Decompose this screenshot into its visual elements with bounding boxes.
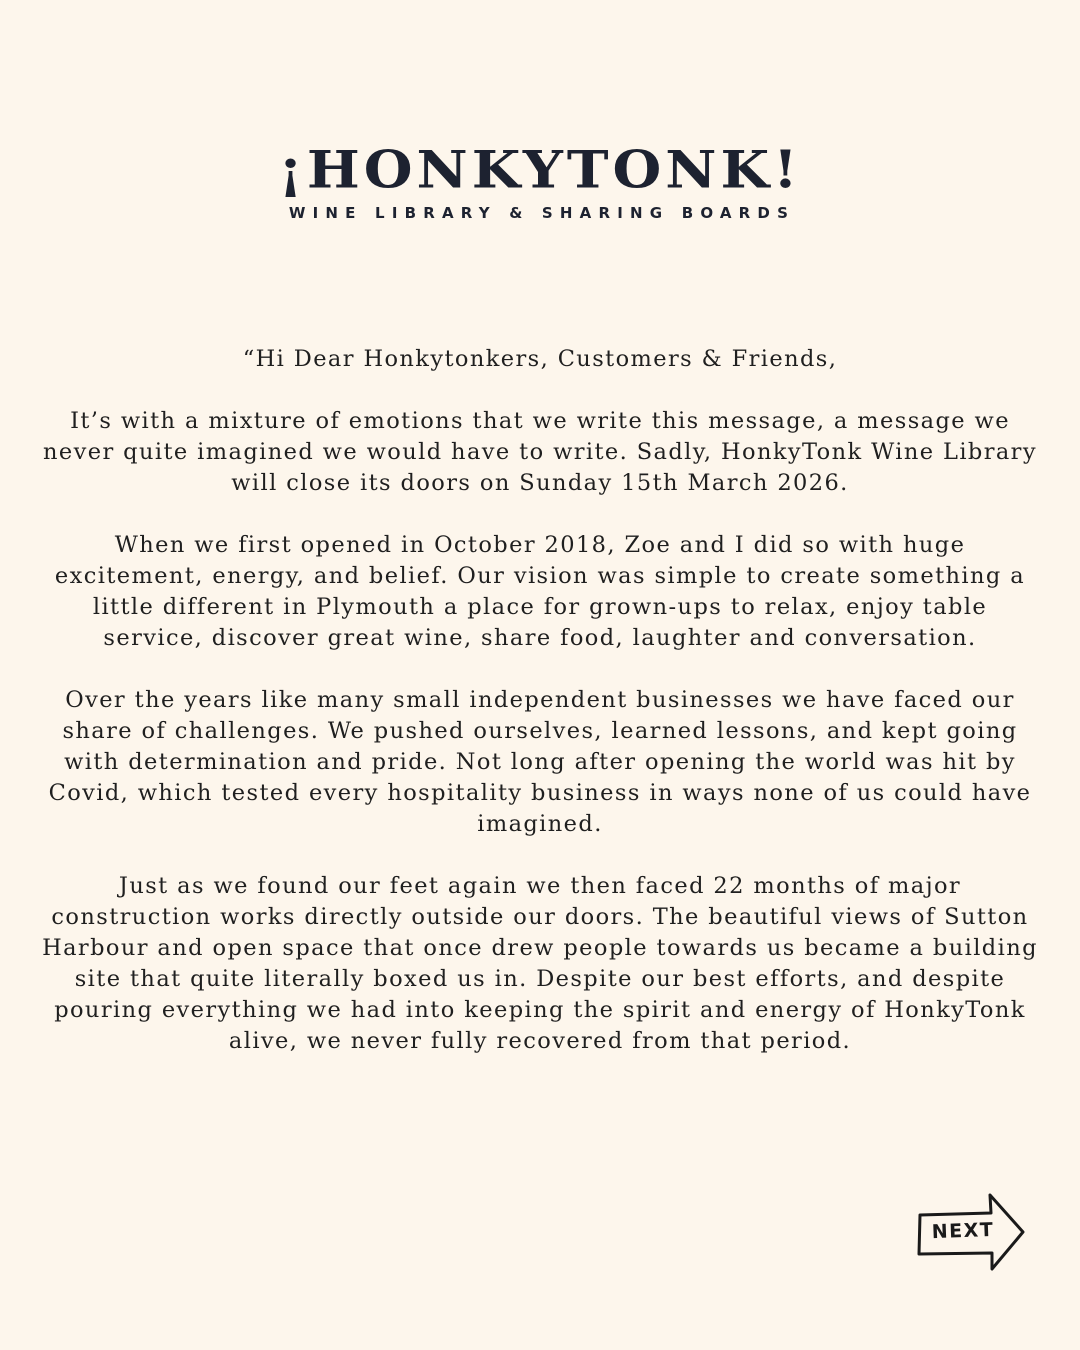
logo-title: ¡HONKYTONK! bbox=[278, 139, 802, 201]
brand-logo bbox=[0, 138, 1080, 222]
letter-paragraph: It’s with a mixture of emotions that we write this message, a message we never quite imagined we would have to write. Sadly, HonkyTonk Wine Library will close its doors on Sunday 15th March 2026. bbox=[43, 408, 1037, 496]
letter-paragraph: When we first opened in October 2018, Zoe and I did so with huge excitement, energy, and belief. Our vision was simple to create something a little different in Plymouth a place for grown-ups to relax, enjoy table service, discover great wine, share food, laughter and conversation. bbox=[54, 532, 1026, 651]
next-button[interactable] bbox=[916, 1192, 1028, 1272]
letter-paragraph: Over the years like many small independent businesses we have faced our share of challenges. We pushed ourselves, learned lessons, and kept going with determination and pride. Not long after opening the world was hit by Covid, which tested every hospitality business in ways none of us could have imagined. bbox=[48, 687, 1032, 837]
logo-subtitle: WINE LIBRARY & SHARING BOARDS bbox=[288, 204, 796, 222]
farewell-letter bbox=[40, 344, 1040, 1088]
letter-paragraph: Just as we found our feet again we then faced 22 months of major construction works directly outside our doors. The beautiful views of Sutton Harbour and open space that once drew people towards us became a building site that quite literally boxed us in. Despite our best efforts, and despite pouring everything we had into keeping the spirit and energy of HonkyTonk alive, we never fully recovered from that period. bbox=[42, 873, 1038, 1054]
next-label: NEXT bbox=[931, 1218, 995, 1244]
letter-greeting: “Hi Dear Honkytonkers, Customers & Friends, bbox=[242, 346, 838, 372]
